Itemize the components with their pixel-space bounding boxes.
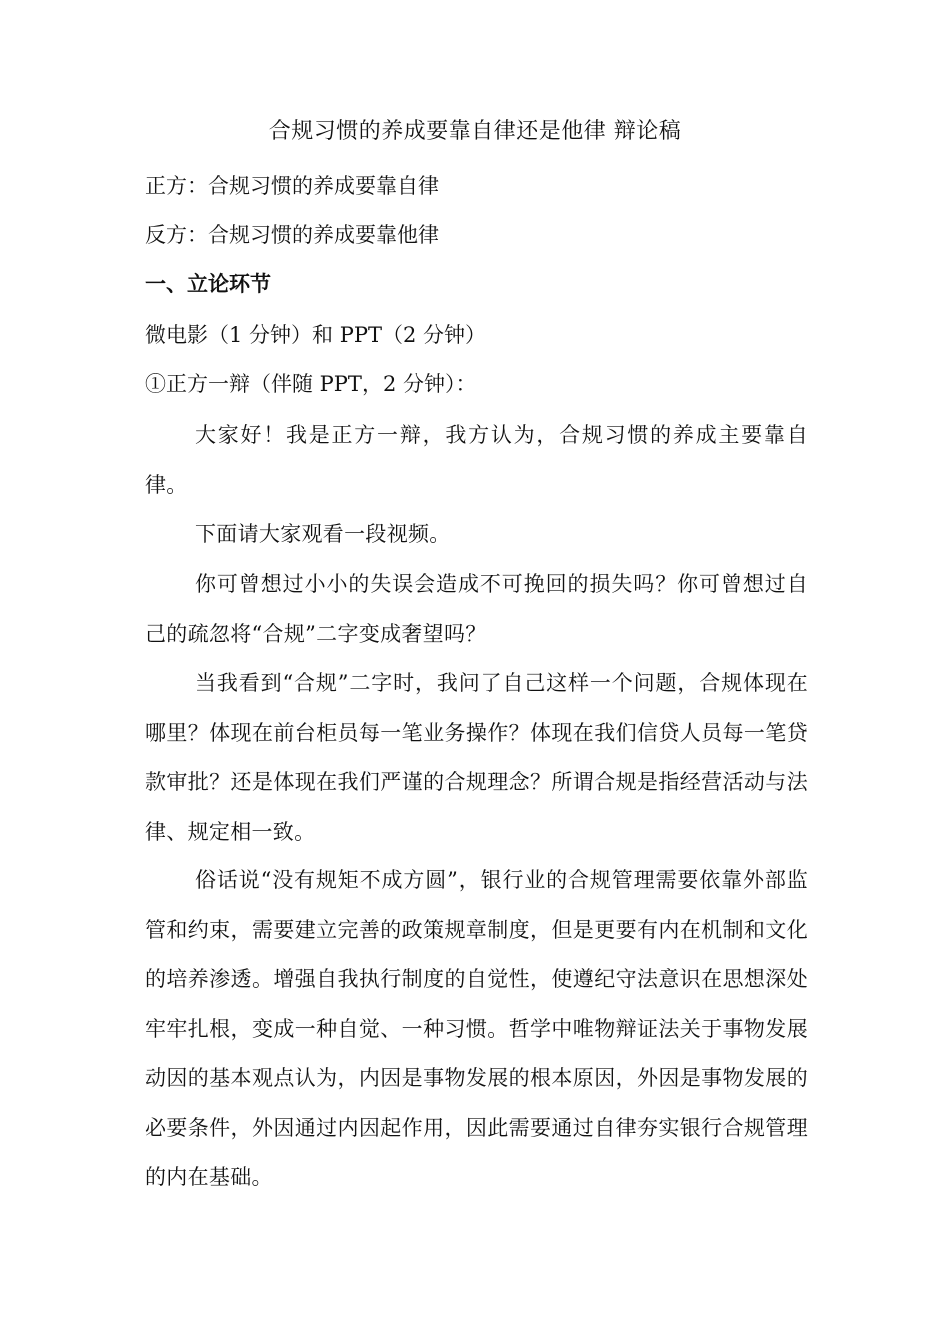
paragraph-question: 你可曾想过小小的失误会造成不可挽回的损失吗？你可曾想过自己的疏忽将“合规”二字变成奢望吗？ [145,572,808,646]
agenda-line: 微电影（1 分钟）和 PPT（2 分钟） [145,323,487,347]
speaker-line: ①正方一辩（伴随 PPT，2 分钟）： [145,372,477,396]
pro-side-line: 正方：合规习惯的养成要靠自律 [145,174,439,198]
paragraph-compliance-definition: 当我看到“合规”二字时，我问了自己这样一个问题，合规体现在哪里？体现在前台柜员每一笔业务操作？体现在我们信贷人员每一笔贷款审批？还是体现在我们严谨的合规理念？所谓合规是指经营活动与法律、规定相一致。 [145,671,808,844]
paragraph-video: 下面请大家观看一段视频。 [195,522,451,546]
paragraph-greeting: 大家好！我是正方一辩，我方认为，合规习惯的养成主要靠自律。 [145,423,808,497]
document-title: 合规习惯的养成要靠自律还是他律 辩论稿 [268,119,682,144]
con-side-line: 反方：合规习惯的养成要靠他律 [145,223,439,247]
paragraph-self-discipline: 俗话说“没有规矩不成方圆”，银行业的合规管理需要依靠外部监管和约束，需要建立完善的政策规章制度，但是更要有内在机制和文化的培养渗透。增强自我执行制度的自觉性，使遵纪守法意识在思想深处牢牢扎根，变成一种自觉、一种习惯。哲学中唯物辩证法关于事物发展动因的基本观点认为，内因是事物发展的根本原因，外因是事物发展的必要条件，外因通过内因起作用，因此需要通过自律夯实银行合规管理的内在基础。 [145,868,808,1189]
section-heading: 一、立论环节 [145,272,271,296]
